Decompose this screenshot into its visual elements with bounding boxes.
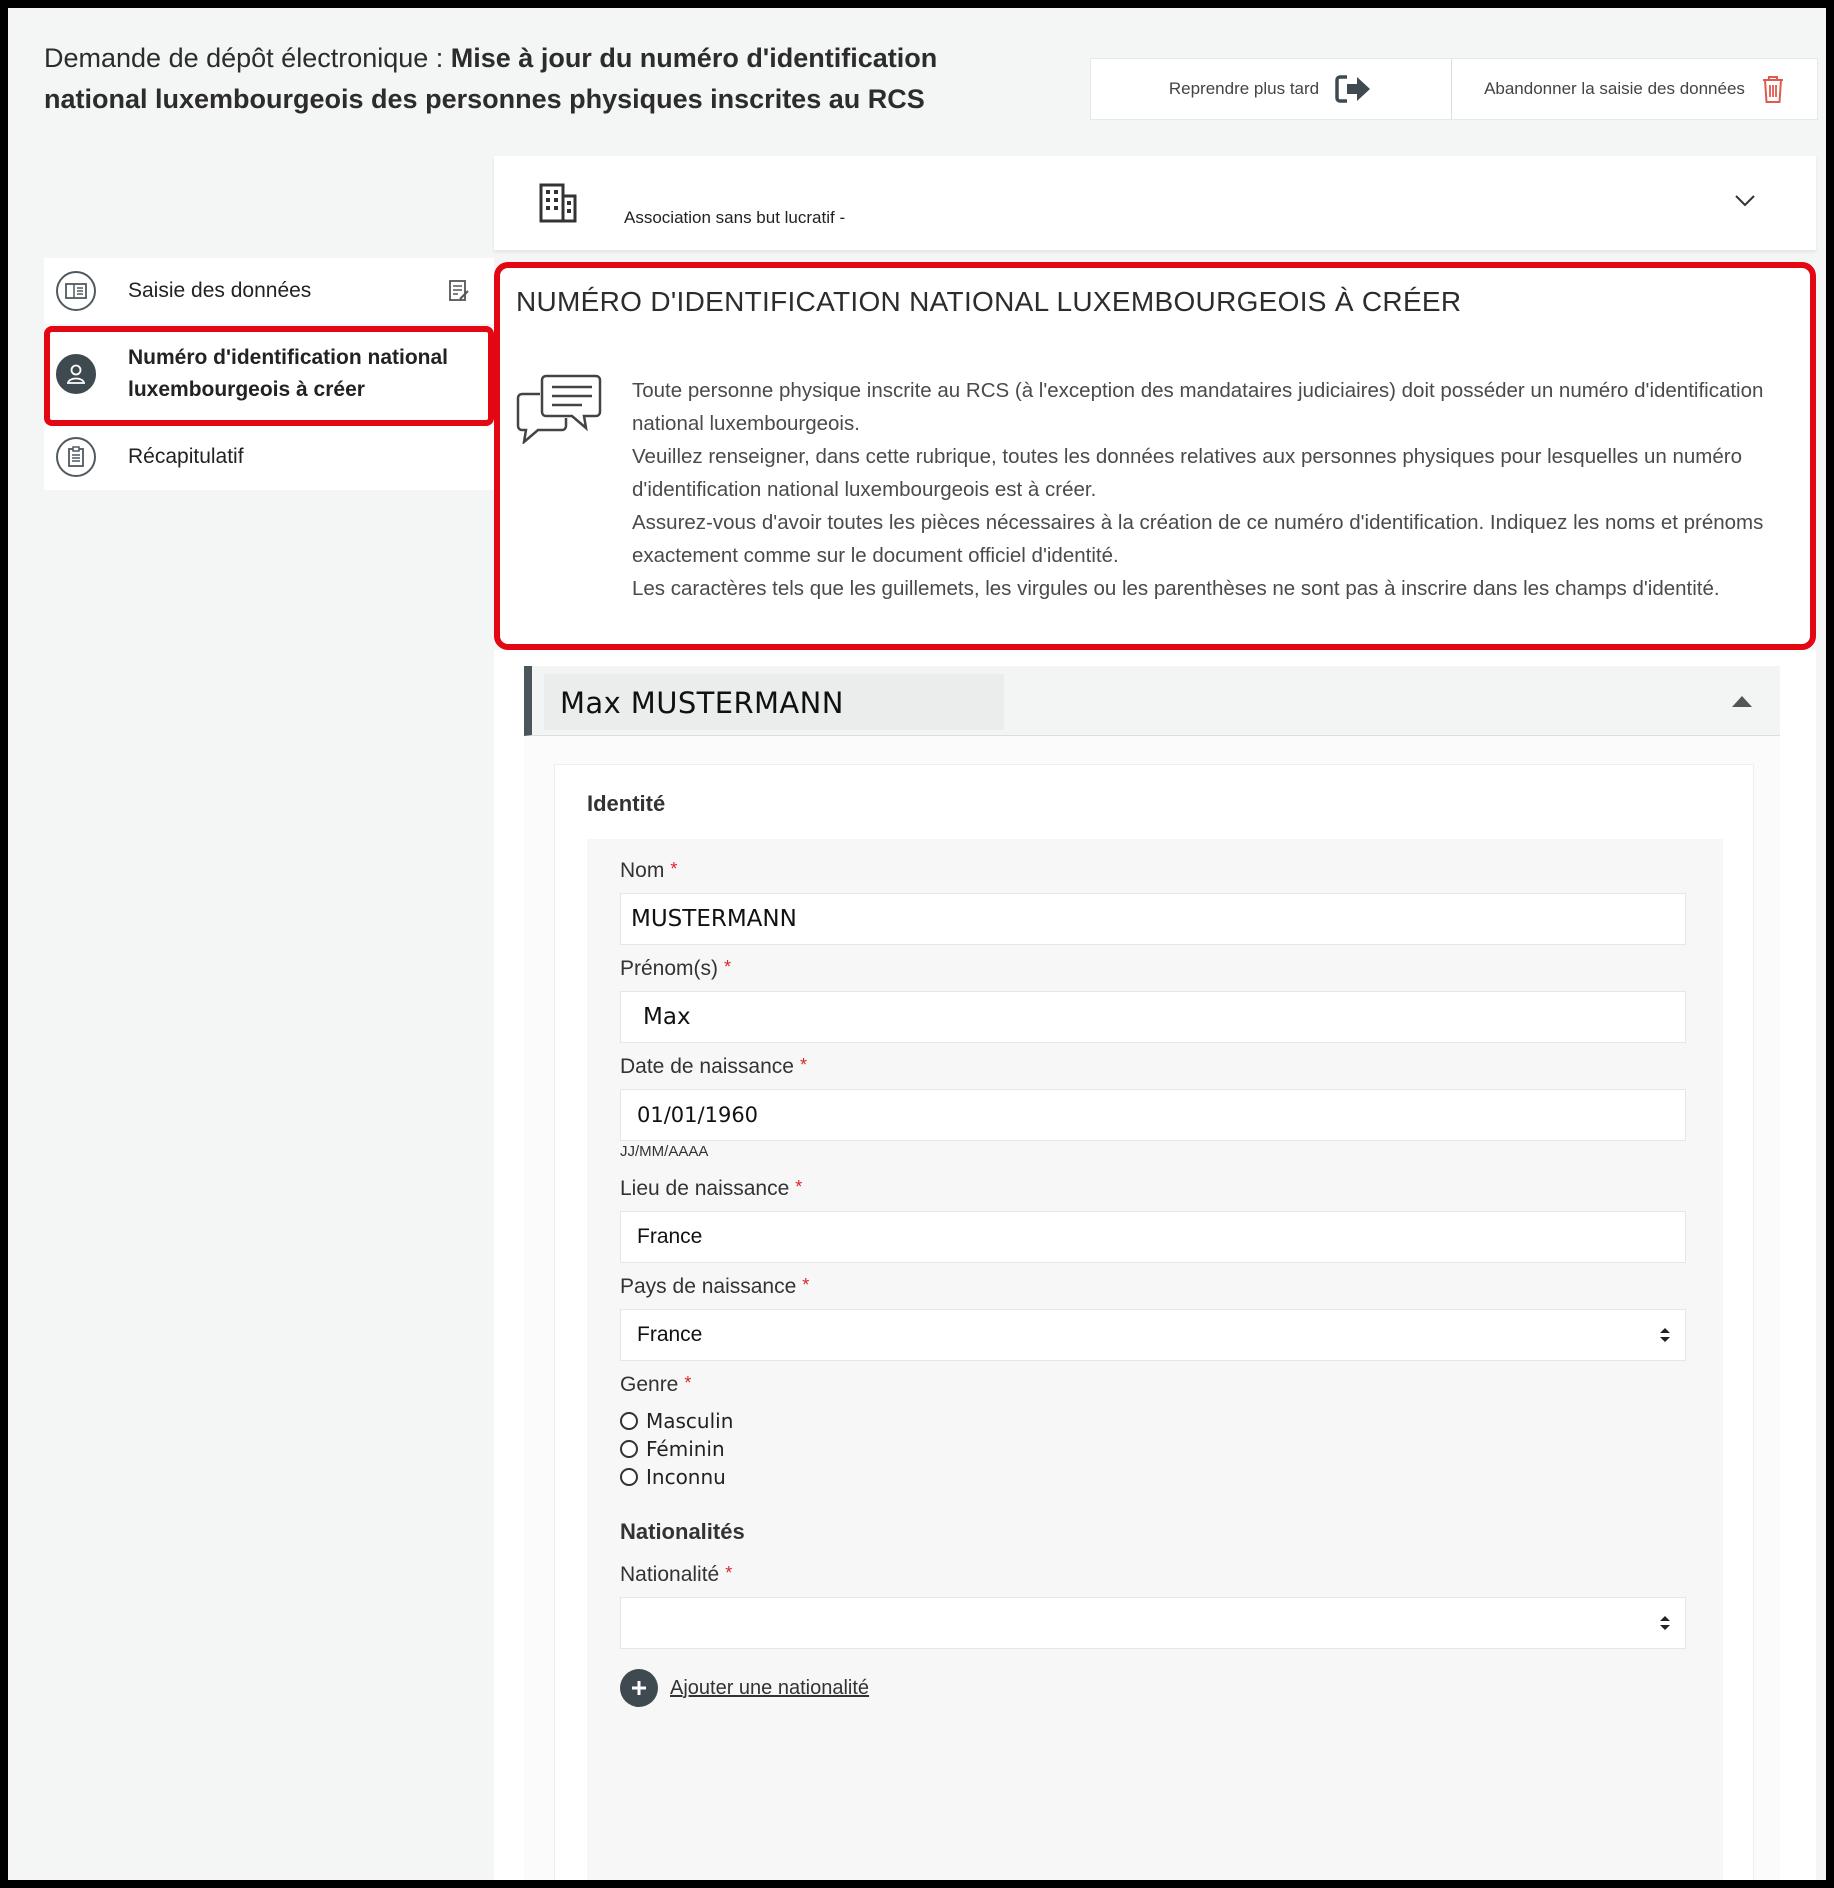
genre-label-text: Genre (620, 1373, 679, 1396)
abandon-entry-button[interactable] (1452, 59, 1817, 119)
abandon-entry-label: Abandonner la saisie des données (1484, 79, 1745, 98)
nom-input[interactable]: MUSTERMANN (620, 893, 1686, 945)
step-national-id[interactable] (44, 326, 494, 422)
page-title-prefix: Demande de dépôt électronique : (44, 43, 451, 73)
required-marker: * (799, 1055, 807, 1075)
identity-form (587, 839, 1723, 1888)
user-icon (56, 354, 96, 394)
chevron-down-icon[interactable] (1734, 194, 1756, 208)
person-name: Max MUSTERMANN (560, 686, 844, 720)
lieu-naissance-label-text: Lieu de naissance (620, 1177, 790, 1200)
info-paragraph: Assurez-vous d'avoir toutes les pièces nécessaires à la création de ce numéro d'identification. Indiquez les noms et prénoms exactement comme sur le document officiel d'identité. (632, 511, 1764, 567)
genre-label (620, 1373, 691, 1397)
person-accordion-header[interactable] (524, 666, 1780, 736)
add-nationality-label: Ajouter une nationalité (670, 1676, 870, 1699)
date-naissance-label (620, 1055, 807, 1079)
select-arrows-icon (1659, 1326, 1671, 1344)
lieu-naissance-input[interactable]: France (620, 1211, 1686, 1263)
radio-button[interactable] (620, 1412, 638, 1430)
step-label: Récapitulatif (128, 445, 244, 468)
caret-up-icon[interactable] (1732, 696, 1752, 707)
nom-label-text: Nom (620, 859, 665, 882)
nationalite-select[interactable] (620, 1597, 1686, 1649)
pays-naissance-label (620, 1275, 809, 1299)
genre-option-masculin[interactable] (620, 1409, 733, 1433)
date-naissance-input[interactable]: 01/01/1960 (620, 1089, 1686, 1141)
person-body (524, 736, 1780, 1888)
person-name-box (544, 674, 1004, 730)
genre-option-feminin[interactable] (620, 1437, 725, 1461)
edit-document-icon[interactable] (448, 279, 470, 303)
person-section (494, 650, 1816, 1888)
genre-option-inconnu[interactable] (620, 1465, 726, 1489)
pays-naissance-value: France (637, 1323, 703, 1346)
identity-card (554, 764, 1754, 1888)
clipboard-icon (56, 437, 96, 477)
info-title: NUMÉRO D'IDENTIFICATION NATIONAL LUXEMBOURGEOIS À CRÉER (516, 286, 1462, 317)
chat-bubbles-icon (516, 372, 602, 444)
nationalite-label-text: Nationalité (620, 1563, 720, 1586)
required-marker: * (795, 1177, 803, 1197)
trash-icon (1761, 74, 1785, 104)
radio-label: Inconnu (646, 1465, 726, 1489)
building-icon (538, 182, 578, 224)
date-naissance-label-text: Date de naissance (620, 1055, 794, 1078)
header-actions (1090, 58, 1818, 120)
step-label: Saisie des données (128, 279, 312, 302)
required-marker: * (725, 1563, 733, 1583)
lieu-naissance-label (620, 1177, 802, 1201)
company-card[interactable] (494, 156, 1816, 250)
radio-button[interactable] (620, 1440, 638, 1458)
sign-out-icon (1335, 74, 1373, 104)
info-panel (494, 262, 1816, 650)
info-paragraph: Veuillez renseigner, dans cette rubrique, toutes les données relatives aux personnes physiques pour lesquelles un numéro d'identification national luxembourgeois est à créer. (632, 445, 1742, 501)
pays-naissance-label-text: Pays de naissance (620, 1275, 797, 1298)
prenom-label-text: Prénom(s) (620, 957, 719, 980)
required-marker: * (802, 1275, 810, 1295)
page-title-bold: Mise à jour du numéro d'identification national luxembourgeois des personnes physiques inscrites au RCS (44, 43, 938, 114)
info-text (632, 374, 1792, 605)
steps-sidebar (44, 258, 494, 492)
identity-title: Identité (587, 791, 666, 816)
required-marker: * (684, 1373, 692, 1393)
pays-naissance-select[interactable] (620, 1309, 1686, 1361)
select-arrows-icon (1659, 1614, 1671, 1632)
add-nationality-link[interactable] (620, 1669, 869, 1707)
info-paragraph: Toute personne physique inscrite au RCS (à l'exception des mandataires judiciaires) doit posséder un numéro d'identification national luxembourgeois. (632, 379, 1764, 435)
plus-circle-icon (620, 1669, 658, 1707)
nom-label (620, 859, 677, 883)
required-marker: * (724, 957, 732, 977)
prenom-label (620, 957, 731, 981)
radio-label: Féminin (646, 1437, 725, 1461)
date-format-hint: JJ/MM/AAAA (620, 1143, 709, 1160)
info-paragraph: Les caractères tels que les guillemets, les virgules ou les parenthèses ne sont pas à inscrire dans les champs d'identité. (632, 577, 1720, 600)
page-title (44, 38, 1044, 120)
prenom-input[interactable]: Max (620, 991, 1686, 1043)
book-icon (56, 271, 96, 311)
required-marker: * (670, 859, 678, 879)
step-label: Numéro d'identification national luxembourgeois à créer (128, 346, 449, 401)
nationalites-title: Nationalités (620, 1519, 745, 1544)
resume-later-label: Reprendre plus tard (1168, 79, 1320, 98)
nationalite-label (620, 1563, 732, 1587)
resume-later-button[interactable] (1091, 59, 1452, 119)
company-type-label: Association sans but lucratif - (624, 208, 846, 227)
step-data-entry[interactable] (44, 258, 494, 324)
radio-button[interactable] (620, 1468, 638, 1486)
radio-label: Masculin (646, 1409, 734, 1433)
step-summary[interactable] (44, 424, 494, 490)
